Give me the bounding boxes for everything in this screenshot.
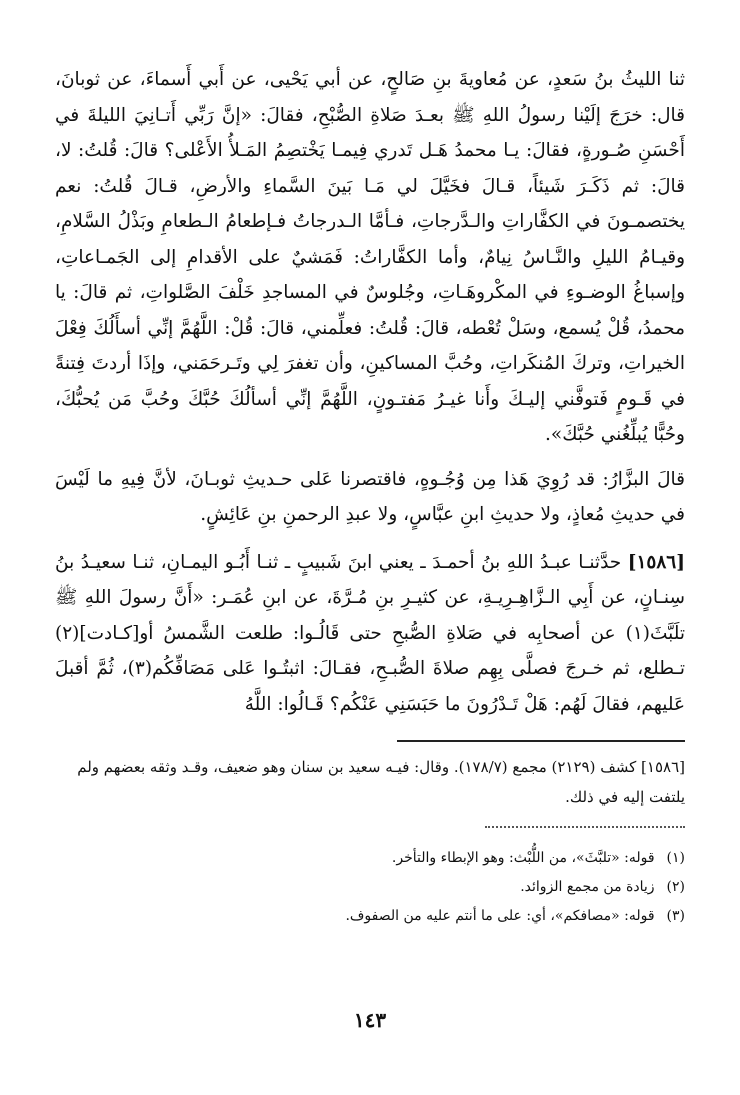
hadith-1586 bbox=[55, 545, 685, 723]
takhrij-note: [١٥٨٦] كشف (٢١٢٩) مجمع (١٧٨/٧). وقال: فيـه سعيد بن سنان وهو ضعيف، وقـد وثقه بعضهم ولم يلتفت إليه في ذلك. bbox=[77, 758, 685, 806]
footnote-separator bbox=[485, 826, 685, 828]
footnotes bbox=[55, 844, 685, 931]
hadith-number: [١٥٨٦] bbox=[627, 551, 685, 573]
footnote-2 bbox=[55, 873, 685, 902]
footnote-text: زيادة من مجمع الزوائد. bbox=[520, 879, 655, 895]
footnote-3 bbox=[55, 902, 685, 931]
hadith-text-continued: ثنا الليثُ بنُ سَعدٍ، عن مُعاويةَ بنِ صَالحٍ، عن أبي يَحْيى، عن أَبي أَسماءَ، عن ثوبانَ، قال: خرَجَ إلَيْنا رسولُ اللهِ ﷺ بعـدَ صَلاةِ الصُّبْحِ، فقالَ: «إنَّ رَبِّي أَتـانِيَ الليلةَ في أَحْسَنِ صُـورةٍ، فقالَ: يـا محمدُ هَـل تَدري فِيمـا يَخْتصِمُ المَـلأُ الأَعْلى؟ قالَ: قُلتُ: لا، قالَ: ثم ذَكَـرَ شَيئاً، قـالَ فخَيَّلَ لي مَـا بَينَ السَّماءِ والأرضِ، قـالَ قُلتُ: نعم يختصمـونَ في الكفَّاراتِ والـدَّرجاتِ، فـأمَّا الـدرجاتُ فـإطعامُ الـطعامِ وبَذْلُ السَّلامِ، وقيـامُ الليلِ والنَّـاسُ نِيامٌ، وأما الكفَّاراتُ: فَمَشيٌ على الأقدامِ إلى الجَمـاعاتِ، وإسباغُ الوضـوءِ في المكْروهَـاتِ، وجُلوسٌ في المساجدِ خَلْفَ الصَّلواتِ، ثم قالَ: يا محمدُ، قُلْ يُسمع، وسَلْ تُعْطه، قالَ: قُلتُ: فعلِّمني، قالَ: قُلْ: اللَّهُمَّ إنِّي أسأَلُكَ فِعْلَ الخيراتِ، وتركَ المُنكَراتِ، وحُبَّ المساكينِ، وأن تغفرَ لِي وتَـرحَمَني، وإذَا أردتَ فِتنةً في قَـومٍ فَتوفَّني إليـكَ وأَنا غيـرُ مَفتـونٍ، اللَّهُمَّ إنِّي أسألُكَ حُبَّكَ وحُبَّ مَن يُحبُّكَ، وحُبًّا يُبلِّغُني حُبَّكَ». bbox=[55, 69, 685, 445]
footnote-number: (٢) bbox=[666, 879, 685, 895]
footnote-text: قوله: «مصافكم»، أي: على ما أنتم عليه من الصفوف. bbox=[345, 908, 655, 924]
footnote-text: قوله: «تلبَّثَ»، من اللُّبْث: وهو الإبطاء والتأخر. bbox=[391, 850, 655, 866]
footnote-number: (١) bbox=[666, 850, 685, 866]
hadith-1586-text: حدَّثنـا عبـدُ اللهِ بنُ أحمـدَ ـ يعني ابنَ شَبيبٍ ـ ثنـا أَبُـو اليمـانِ، ثنـا سعيـدُ بنُ سِنـانٍ، عن أَبِي الـزَّاهِـرِيـةِ، عن كثيـرِ بنِ مُـرَّةَ، عن ابنِ عُمَـر: «أَنَّ رسولَ اللهِ ﷺ تلَبَّثَ(١) عن أصحابِه في صَلاةِ الصُّبحِ حتى قَالُـوا: طلعت الشَّمسُ أو[كـادت](٢) تـطلع، ثم خـرجَ فصلَّى بِهِم صلاةَ الصُّبـحِ، فقـالَ: اثبتُـوا عَلى مَصَافِّكُم(٣)، ثُمَّ أقبلَ عَليهم، فقالَ لَهُم: هَلْ تَـدْرُونَ ما حَبَسَنِي عَنْكُم؟ قَـالُوا: اللَّهُ bbox=[55, 551, 685, 715]
footnote-number: (٣) bbox=[666, 908, 685, 924]
bazzar-comment: قالَ البزَّارُ: قد رُوِيَ هَذا مِن وُجُـوهٍ، فاقتصرنا عَلى حـديثِ ثوبـانَ، لأنَّ فِيهِ ما لَيْسَ في حديثِ مُعاذٍ، ولا حديثِ ابنِ عبَّاسٍ، ولا عبدِ الرحمنِ بنِ عَائِشٍ. bbox=[55, 468, 685, 525]
takhrij-separator bbox=[77, 740, 685, 812]
footnote-1 bbox=[55, 844, 685, 873]
page-number: ١٤٣ bbox=[353, 1008, 387, 1032]
